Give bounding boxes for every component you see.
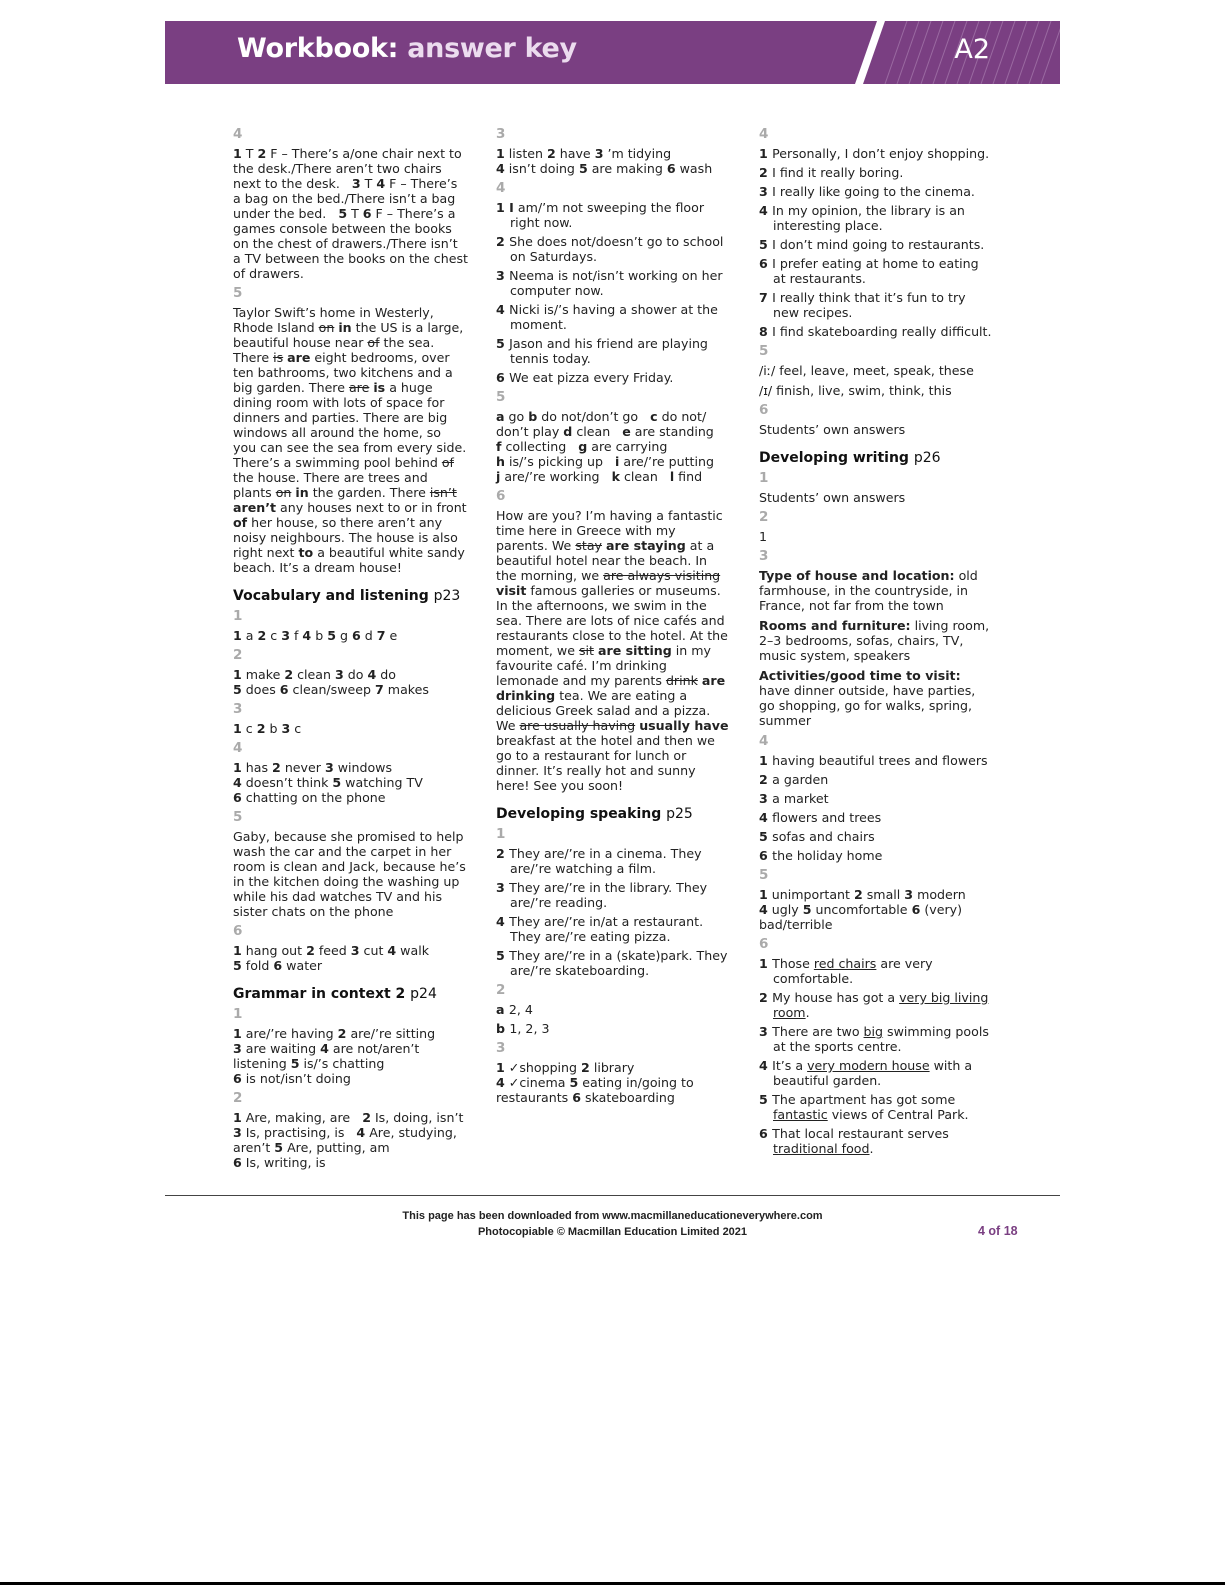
- list-item: 5 Jason and his friend are playing tennis today.: [496, 336, 708, 366]
- list-item: 6 That local restaurant serves traditional food.: [759, 1126, 949, 1156]
- title-workbook: Workbook:: [237, 33, 399, 64]
- title-answer-key: answer key: [398, 33, 577, 64]
- exercise-number: 2: [759, 509, 769, 525]
- list-item: 7 I really think that it’s fun to try new recipes.: [759, 290, 966, 320]
- list-item: 3 They are/’re in the library. They are/’re reading.: [496, 880, 708, 910]
- exercise-number: 4: [233, 740, 243, 756]
- answer-list: [759, 146, 994, 339]
- column-3: [759, 122, 994, 1160]
- exercise-number: 2: [496, 982, 506, 998]
- section-heading: [233, 589, 468, 604]
- labelled-item: Rooms and furniture: living room, 2–3 bedrooms, sofas, chairs, TV, music system, speakers: [759, 618, 990, 663]
- exercise-number: 4: [759, 733, 769, 749]
- list-item: 1 Those red chairs are very comfortable.: [759, 956, 933, 986]
- exercise-number: 5: [233, 809, 243, 825]
- answer-text: /iː/ feel, leave, meet, speak, these: [759, 363, 974, 378]
- footer: [165, 1208, 1060, 1240]
- answer-paragraph: How are you? I’m having a fantastic time here in Greece with my parents. We stay are staying at a beautiful hotel near the beach. In the morning, we are always visiting visit famous galleries or museums. In the afternoons, we swim in the sea. There are lots of nice cafés and restaurants close to the hotel. At the moment, we sit are sitting in my favourite café. I’m drinking lemonade and my parents drink are drinking tea. We are eating a delicious Greek salad and a pizza. We are usually having usually have breakfast at the hotel and then we go to a restaurant for lunch or dinner. It’s really hot and sunny here! See you soon!: [496, 508, 729, 793]
- answer-text: a go b do not/don’t go c do not/ don’t play d clean e are standing f collecting g are carrying h is/’s picking up i are/’re putting j are/’re working k clean l find: [496, 409, 714, 484]
- exercise-number: 3: [759, 548, 769, 564]
- list-item: a 2, 4: [496, 1002, 533, 1017]
- answer-text: 1 hang out 2 feed 3 cut 4 walk 5 fold 6 water: [233, 943, 429, 973]
- section-title: Grammar in context 2: [233, 986, 406, 1002]
- page-header: [165, 21, 1060, 84]
- section-heading: [233, 987, 468, 1002]
- answer-list: [496, 846, 731, 978]
- section-heading: [496, 807, 731, 822]
- header-stripes-decoration: [825, 21, 1060, 84]
- list-item: 4 They are/’re in/at a restaurant. They are/’re eating pizza.: [496, 914, 704, 944]
- footer-divider: [165, 1195, 1060, 1196]
- list-item: 2 She does not/doesn’t go to school on Saturdays.: [496, 234, 724, 264]
- answer-paragraph: Taylor Swift’s home in Westerly, Rhode Island on in the US is a large, beautiful house near of the sea. There is are eight bedrooms, over ten bathrooms, two kitchens and a big garden. There are is a huge dining room with lots of space for dinners and parties. There are big windows all around the home, so you can see the sea from every side. There’s a swimming pool behind of the house. There are trees and plants on in the garden. There isn’t aren’t any houses next to or in front of her house, so there aren’t any noisy neighbours. The house is also right next to a beautiful white sandy beach. It’s a dream house!: [233, 305, 467, 575]
- exercise-number: 4: [496, 180, 506, 196]
- answer-list: [759, 956, 994, 1156]
- list-item: 3 There are two big swimming pools at the sports centre.: [759, 1024, 989, 1054]
- item-label: Activities/good time to visit:: [759, 668, 961, 683]
- section-title: Developing speaking: [496, 806, 662, 822]
- list-item: 6 the holiday home: [759, 848, 883, 863]
- section-title: Vocabulary and listening: [233, 588, 429, 604]
- item-label: Type of house and location:: [759, 568, 955, 583]
- exercise-number: 5: [759, 343, 769, 359]
- column-1: [233, 122, 468, 1171]
- answer-text: 1 make 2 clean 3 do 4 do 5 does 6 clean/sweep 7 makes: [233, 667, 429, 697]
- list-item: 5 They are/’re in a (skate)park. They are/’re skateboarding.: [496, 948, 728, 978]
- answer-text: 1 are/’re having 2 are/’re sitting 3 are waiting 4 are not/aren’t listening 5 is/’s chatting 6 is not/isn’t doing: [233, 1026, 436, 1086]
- list-item: 1 I am/’m not sweeping the floor right now.: [496, 200, 704, 230]
- answer-text: 1 unimportant 2 small 3 modern 4 ugly 5 uncomfortable 6 (very) bad/terrible: [759, 887, 966, 932]
- exercise-number: 1: [233, 608, 243, 624]
- item-label: Rooms and furniture:: [759, 618, 911, 633]
- download-notice: This page has been downloaded from www.macmillaneducationeverywhere.com: [402, 1210, 823, 1222]
- list-item: 2 They are/’re in a cinema. They are/’re watching a film.: [496, 846, 702, 876]
- exercise-number: 6: [496, 488, 506, 504]
- list-item: 2 I find it really boring.: [759, 165, 904, 180]
- exercise-number: 4: [759, 126, 769, 142]
- exercise-number: 3: [496, 126, 506, 142]
- exercise-number: 6: [233, 923, 243, 939]
- exercise-number: 4: [233, 126, 243, 142]
- labelled-item: Type of house and location: old farmhouse, in the countryside, in France, not far from the town: [759, 568, 978, 613]
- answer-text: 1 c 2 b 3 c: [233, 721, 302, 736]
- list-item: 3 a market: [759, 791, 829, 806]
- list-item: b 1, 2, 3: [496, 1021, 550, 1036]
- exercise-number: 6: [759, 402, 769, 418]
- answer-text: 1: [759, 529, 768, 544]
- list-item: 4 It’s a very modern house with a beautiful garden.: [759, 1058, 973, 1088]
- list-item: 6 I prefer eating at home to eating at restaurants.: [759, 256, 979, 286]
- exercise-number: 1: [759, 470, 769, 486]
- exercise-number: 2: [233, 647, 243, 663]
- exercise-number: 1: [496, 826, 506, 842]
- exercise-number: 3: [233, 701, 243, 717]
- list-item: 5 sofas and chairs: [759, 829, 875, 844]
- answer-text: Students’ own answers: [759, 490, 906, 505]
- list-item: 4 flowers and trees: [759, 810, 882, 825]
- answer-paragraph: Gaby, because she promised to help wash the car and the carpet in her room is clean and Jack, because he’s in the kitchen doing the washing up while his dad watches TV and his sister chats on the phone: [233, 829, 466, 919]
- column-2: [496, 122, 731, 1106]
- answer-text: 1 a 2 c 3 f 4 b 5 g 6 d 7 e: [233, 628, 398, 643]
- list-item: 8 I find skateboarding really difficult.: [759, 324, 992, 339]
- answer-list: [759, 753, 994, 863]
- exercise-number: 1: [233, 1006, 243, 1022]
- section-title: Developing writing: [759, 450, 909, 466]
- answer-text: 1 listen 2 have 3 ’m tidying 4 isn’t doing 5 are making 6 wash: [496, 146, 713, 176]
- answer-text: 1 T 2 F – There’s a/one chair next to the desk./There aren’t two chairs next to the desk. 3 T 4 F – There’s a bag on the bed./There isn’t a bag under the bed. 5 T 6 F – There’s a games console between the books on the chest of drawers./There isn’t a TV between the books on the chest of drawers.: [233, 146, 468, 281]
- answer-text: 1 ✓shopping 2 library 4 ✓cinema 5 eating in/going to restaurants 6 skateboarding: [496, 1060, 694, 1105]
- section-heading: [759, 451, 994, 466]
- exercise-number: 5: [233, 285, 243, 301]
- answer-text: 1 Are, making, are 2 Is, doing, isn’t 3 Is, practising, is 4 Are, studying, aren’t 5 Are, putting, am 6 Is, writing, is: [233, 1110, 464, 1170]
- level-badge: A2: [954, 34, 990, 65]
- answer-list: [496, 1002, 731, 1036]
- list-item: 3 I really like going to the cinema.: [759, 184, 975, 199]
- exercise-number: 6: [759, 936, 769, 952]
- labelled-item: Activities/good time to visit: have dinner outside, have parties, go shopping, go for walks, spring, summer: [759, 668, 976, 728]
- labelled-list: [759, 568, 994, 728]
- list-item: 1 having beautiful trees and flowers: [759, 753, 988, 768]
- answer-list: [496, 200, 731, 385]
- section-page: p24: [410, 986, 437, 1002]
- page-title: [237, 33, 577, 64]
- list-item: 3 Neema is not/isn’t working on her computer now.: [496, 268, 723, 298]
- exercise-number: 5: [496, 389, 506, 405]
- section-page: p26: [913, 450, 941, 466]
- list-item: 2 My house has got a very big living room.: [759, 990, 989, 1020]
- list-item: 1 Personally, I don’t enjoy shopping.: [759, 146, 990, 161]
- answer-text: 1 has 2 never 3 windows 4 doesn’t think 5 watching TV 6 chatting on the phone: [233, 760, 423, 805]
- page-number: 4 of 18: [978, 1224, 1018, 1238]
- answer-text: Students’ own answers: [759, 422, 906, 437]
- answer-text: /ɪ/ finish, live, swim, think, this: [759, 383, 952, 398]
- section-page: p25: [666, 806, 693, 822]
- list-item: 2 a garden: [759, 772, 829, 787]
- list-item: 5 I don’t mind going to restaurants.: [759, 237, 985, 252]
- list-item: 6 We eat pizza every Friday.: [496, 370, 674, 385]
- list-item: 4 Nicki is/’s having a shower at the moment.: [496, 302, 718, 332]
- exercise-number: 3: [496, 1040, 506, 1056]
- section-page: p23: [433, 588, 461, 604]
- exercise-number: 5: [759, 867, 769, 883]
- exercise-number: 2: [233, 1090, 243, 1106]
- copyright-notice: Photocopiable © Macmillan Education Limited 2021: [477, 1226, 748, 1238]
- list-item: 4 In my opinion, the library is an interesting place.: [759, 203, 965, 233]
- list-item: 5 The apartment has got some fantastic views of Central Park.: [759, 1092, 969, 1122]
